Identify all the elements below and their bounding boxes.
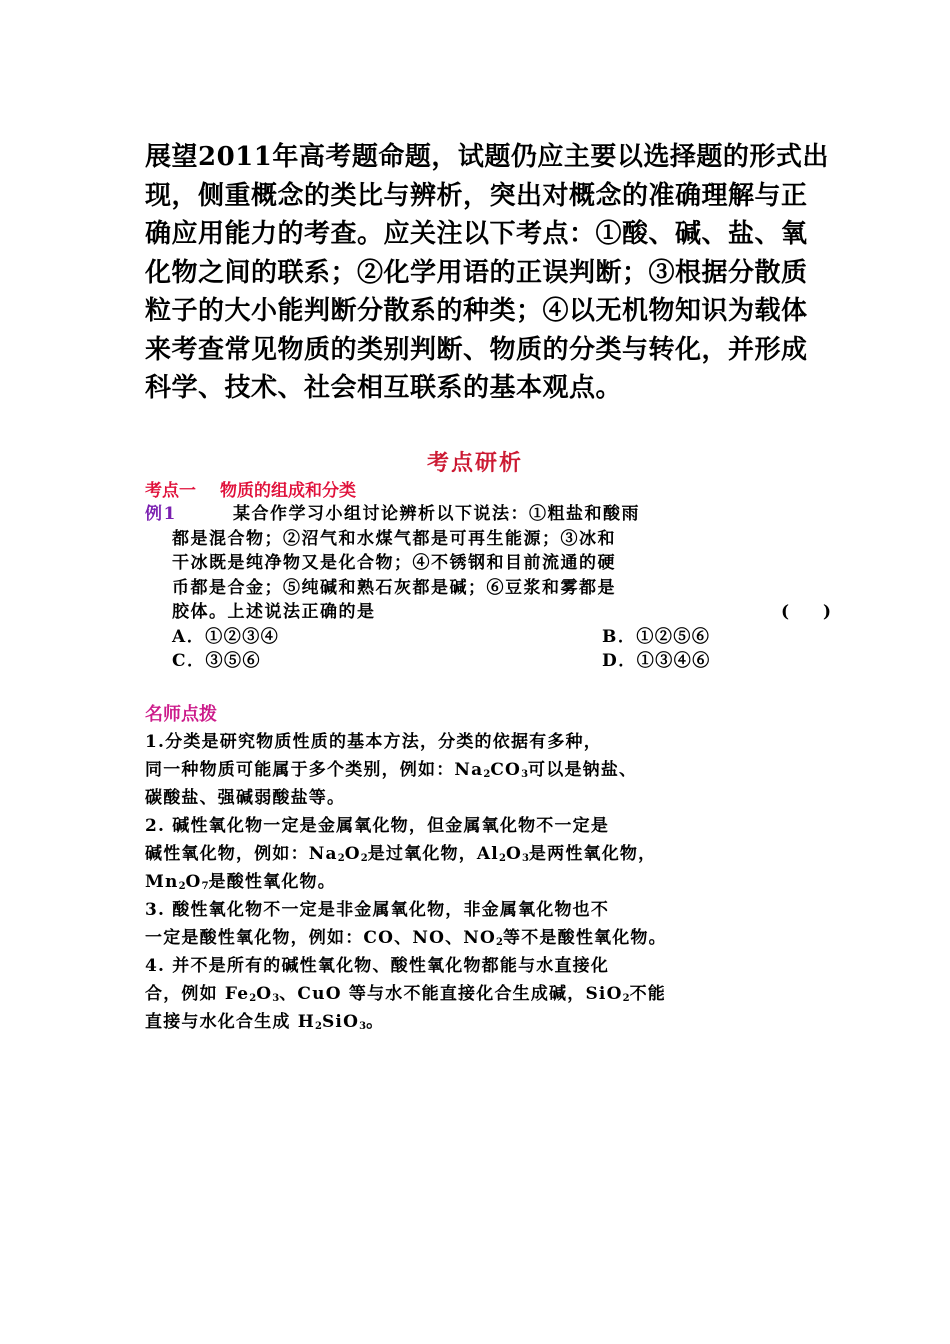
options-row [145,622,865,647]
intro-line: 现，侧重概念的类比与辨析，突出对概念的准确理解与正 [145,180,808,211]
tip-line: 碳酸盐、强碱弱酸盐等。 [145,788,346,808]
tip-line: 同一种物质可能属于多个类别，例如：$Na_2CO_3$可以是钠盐、 [145,760,638,780]
intro-line: 化物之间的联系；②化学用语的正误判断；③根据分散质 [145,257,808,288]
tip-line: 直接与水化合生成 $H_2SiO_3$。 [145,1012,385,1032]
topic-title: 物质的组成和分类 [220,481,356,501]
tip-line: 1.分类是研究物质性质的基本方法，分类的依据有多种， [145,732,602,752]
intro-line: 科学、技术、社会相互联系的基本观点。 [145,373,623,403]
example-line: 干冰既是纯净物又是化合物；④不锈钢和目前流通的硬 [172,553,616,573]
example-line: 都是混合物；②沼气和水煤气都是可再生能源；③冰和 [172,528,616,549]
intro-line: 来考查常见物质的类别判断、物质的分类与转化，并形成 [145,334,808,365]
option-d: D．①③④⑥ [602,651,711,671]
options-row [145,646,865,671]
example-text: 胶体。上述说法正确的是 [172,602,376,622]
tips-body [145,728,845,1036]
option-c: C．③⑤⑥ [172,651,262,671]
intro-paragraph [145,138,860,408]
tip-line: 一定是酸性氧化物，例如：CO、NO、$NO_2$等不是酸性氧化物。 [145,928,667,948]
tip-line: 2. 碱性氧化物一定是金属氧化物，但金属氧化物不一定是 [145,816,610,836]
tips-title: 名师点拨 [145,704,217,725]
tip-line: 3. 酸性氧化物不一定是非金属氧化物，非金属氧化物也不 [145,900,610,920]
example-line: 币都是合金；⑤纯碱和熟石灰都是碱；⑥豆浆和雾都是 [172,577,616,598]
tip-line: $Mn_2O_7$是酸性氧化物。 [145,872,336,892]
example-text: 某合作学习小组讨论辨析以下说法：①粗盐和酸雨 [233,504,640,524]
option-b: B．①②⑤⑥ [602,626,711,647]
answer-bracket: ( ) [781,602,832,622]
example-label: 例1 [145,504,177,524]
tip-line: 碱性氧化物，例如：$Na_2O_2$是过氧化物，$Al_2O_3$是两性氧化物， [145,844,657,864]
section-title: 考点研析 [426,450,523,476]
topic-label: 考点一 [145,481,196,501]
example-line [145,597,865,622]
intro-line: 确应用能力的考查。应关注以下考点：①酸、碱、盐、氧 [145,219,808,249]
tip-line: 4. 并不是所有的碱性氧化物、酸性氧化物都能与水直接化 [145,956,610,976]
intro-line: 粒子的大小能判断分散系的种类；④以无机物知识为载体 [145,296,808,326]
option-a: A．①②③④ [172,626,280,647]
example-question [145,499,865,671]
intro-line: 展望2011年高考题命题，试题仍应主要以选择题的形式出 [145,142,829,172]
example-line [145,499,865,524]
topic-heading [145,476,356,501]
tip-line: 合，例如 $Fe_2O_3$、CuO 等与水不能直接化合生成碱，SiO$_2$不能 [145,984,666,1004]
